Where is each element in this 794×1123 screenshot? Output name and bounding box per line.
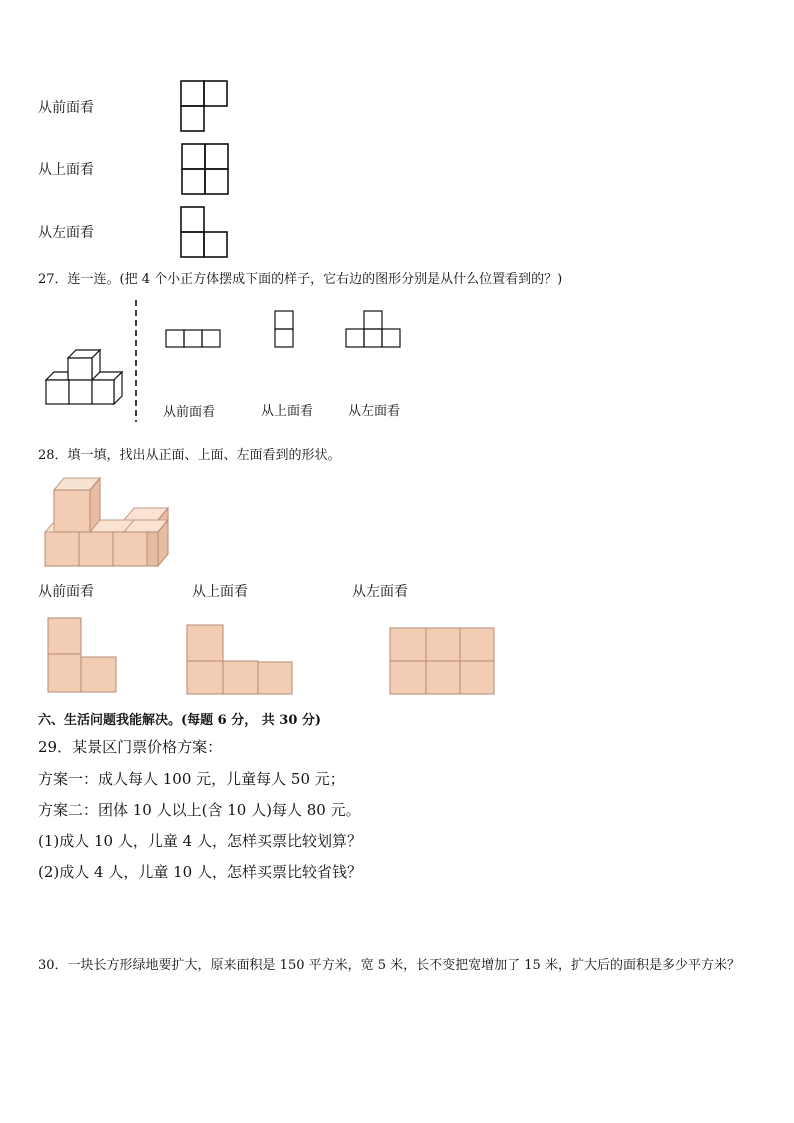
q29-sub-question-1: (1)成人 10 人，儿童 4 人，怎样买票比较划算？ (38, 832, 362, 850)
left-view-grid-icon (180, 206, 230, 260)
q27-shape-b-icon[interactable] (274, 310, 296, 350)
q27-cube-stack-icon (44, 346, 126, 408)
section-6-title: 六、生活问题我能解决。(每题 6 分， 共 30 分) (38, 713, 322, 728)
q28-cube-stack-icon (44, 476, 174, 568)
q26-top-label: 从上面看 (38, 162, 94, 178)
q26-left-label: 从左面看 (38, 225, 94, 241)
q28-question: 28．填一填，找出从正面、上面、左面看到的形状。 (38, 448, 341, 463)
q27-label-top[interactable]: 从上面看 (261, 404, 314, 419)
q27-shape-c-icon[interactable] (345, 310, 403, 350)
q27-label-left[interactable]: 从左面看 (348, 404, 401, 419)
q26-front-label: 从前面看 (38, 100, 94, 116)
q27-question: 27．连一连。(把 4 个小正方体摆成下面的样子，它右边的图形分别是从什么位置看到的？) (38, 272, 563, 287)
q27-label-front[interactable]: 从前面看 (163, 405, 216, 420)
q27-shape-a-icon[interactable] (165, 329, 223, 349)
front-view-grid-icon (180, 80, 230, 134)
q28-label-left: 从左面看 (352, 584, 408, 600)
q29-plan-1: 方案一：成人每人 100 元，儿童每人 50 元； (38, 770, 345, 788)
q29-sub-question-2: (2)成人 4 人，儿童 10 人，怎样买票比较省钱？ (38, 863, 362, 881)
top-view-grid-icon (181, 143, 231, 197)
q30-question: 30．一块长方形绿地要扩大，原来面积是 150 平方米，宽 5 米，长不变把宽增加了 15 米，扩大后的面积是多少平方米？ (38, 958, 740, 973)
q29-title: 29．某景区门票价格方案： (38, 738, 223, 756)
q28-label-front: 从前面看 (38, 584, 94, 600)
q28-front-view-icon (47, 617, 119, 695)
q29-plan-2: 方案二：团体 10 人以上(含 10 人)每人 80 元。 (38, 801, 361, 819)
q28-label-top: 从上面看 (192, 584, 248, 600)
q28-left-view-icon (389, 627, 497, 697)
q28-top-view-icon (186, 624, 294, 696)
q27-dashed-divider (134, 300, 138, 422)
